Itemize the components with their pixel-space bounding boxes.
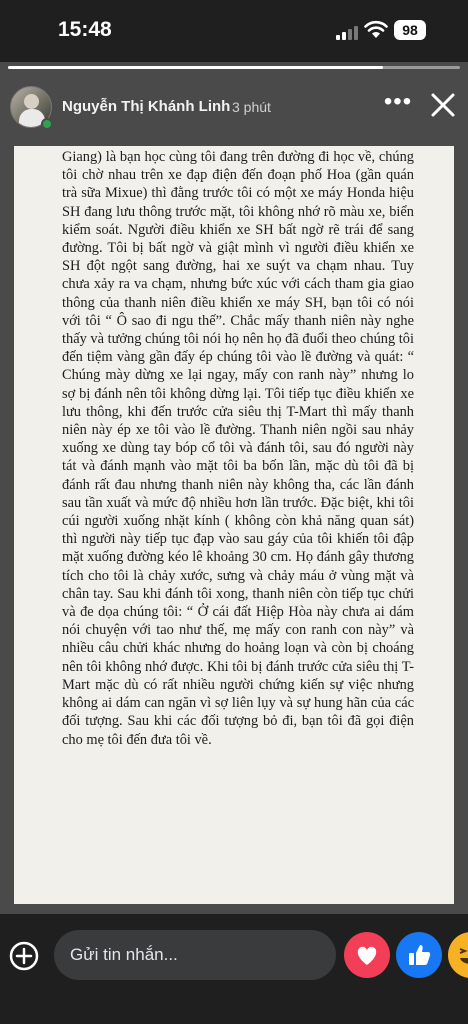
story-progress-bar [8, 66, 460, 69]
story-header [0, 82, 468, 142]
add-button[interactable] [2, 934, 46, 978]
wifi-icon [364, 20, 388, 40]
status-bar [0, 0, 468, 62]
heart-icon [344, 932, 390, 978]
story-progress-fill [8, 66, 383, 69]
author-name[interactable]: Nguyễn Thị Khánh Linh [62, 98, 231, 115]
more-options-button[interactable]: ••• [383, 88, 413, 115]
document-image [14, 146, 454, 904]
online-status-icon [41, 118, 53, 130]
message-input[interactable]: Gửi tin nhắn... [54, 930, 336, 980]
reply-bar [0, 914, 468, 1024]
post-time: 3 phút [232, 99, 271, 115]
haha-reaction-button[interactable] [448, 932, 468, 978]
close-button[interactable] [428, 90, 458, 120]
thumbs-up-icon [396, 932, 442, 978]
heart-reaction-button[interactable] [344, 932, 390, 978]
cellular-signal-icon [336, 24, 360, 40]
like-reaction-button[interactable] [396, 932, 442, 978]
laugh-icon [448, 932, 468, 978]
battery-indicator: 98 [394, 20, 426, 40]
document-text: Giang) là bạn học cùng tôi đang trên đường đi học về, chúng tôi chờ nhau trên xe đạp điện đến đoạn phố Hoa (gần quán trà sữa Mixue) thì đằng trước tôi có một xe máy Honda hiệu SH đang lưu thông trước mặt, tôi không nhớ rõ màu xe, biển kiểm soát. Người điều khiển xe SH bất ngờ rẽ trái để sang đường. Tôi bị bất ngờ và giật mình vì người điều khiển xe SH đột ngột sang đường, hai xe suýt va chạm nhau. Tuy chưa xảy ra va chạm, nhưng bức xúc với cách tham gia giao thông của thanh niên điều khiển xe máy SH, bạn tôi có nói với tôi “ Ô sao đi ngu thế”. Chắc mấy thanh niên này nghe thấy và tưởng chúng tôi nói họ nên họ đã đuổi theo chúng tôi đến tiệm vàng gần đấy ép chúng tôi vào lề đường và quát: “ Chúng mày dừng xe lại ngay, mấy con ranh này” nhưng lo sợ bị đánh nên tôi không dừng lại. Tôi tiếp tục điều khiển xe lưu thông, khi đến trước cửa siêu thị T-Mart thì mấy thanh niên này ép xe tôi vào lề đường. Thanh niên ngồi sau nhảy xuống xe dùng tay bóp cổ tôi và đánh tôi, sau đó người này tát và đánh mạnh vào mặt tôi ba bốn lần, mặc dù tôi đã bị đánh rất đau nhưng thanh niên này không tha, các lần đánh sau tần xuất và mức độ nhiều hơn lần trước. Đặc biệt, khi tôi cúi người xuống nhặt kính ( không còn khả năng quan sát) thì người này tiếp tục đạp vào sau gáy của tôi khiến tôi đập mặt xuống đường kéo lê khoảng 30 cm. Họ đánh gây thương tích cho tôi là chảy xước, sưng và chảy máu ở vùng mặt và chân tay. Sau khi đánh tôi xong, thanh niên còn tiếp tục chửi và đe dọa chúng tôi: “ Ở cái đất Hiệp Hòa này chưa ai dám nói chuyện với tao như thế, mẹ mấy con ranh con này” và nhiều câu chửi khác nhưng do hoảng loạn và còn bị choáng nên tôi không nhớ được. Khi tôi bị đánh trước cửa siêu thị T-Mart mặc dù có rất nhiều người chứng kiến sự việc nhưng không ai dám can ngăn vì sợ liên lụy và sự hung hãn của các đối tượng. Sau khi các đối tượng bỏ đi, bạn tôi đã gọi điện cho mẹ tôi đến đưa tôi về. [62, 149, 414, 748]
story-viewer[interactable] [0, 62, 468, 914]
clock: 15:48 [58, 18, 112, 41]
